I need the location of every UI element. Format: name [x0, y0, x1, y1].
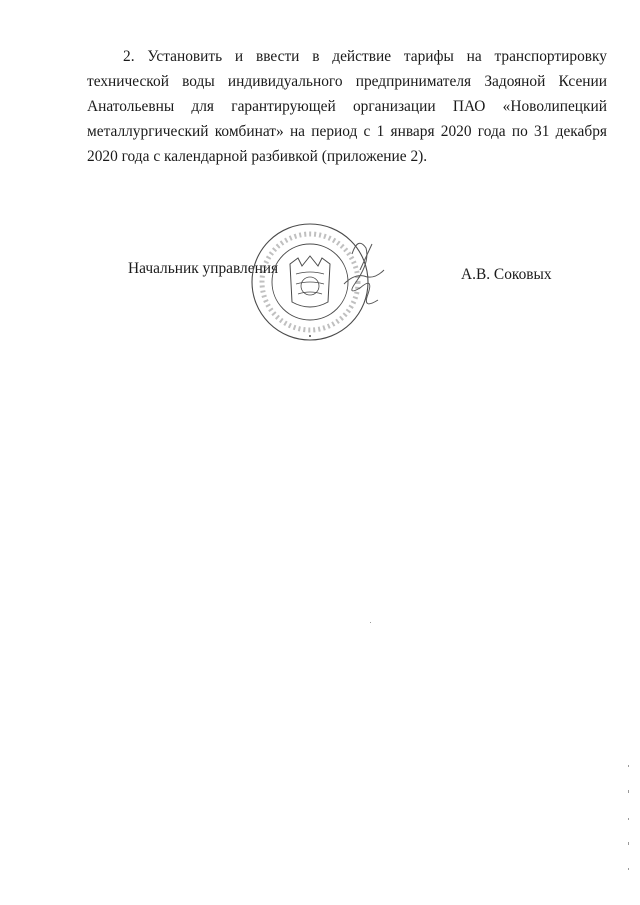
paragraph-line: 2. Установить и ввести в действие тарифы на транспортировку: [123, 48, 607, 65]
signer-title: Начальник управления: [128, 260, 279, 277]
paragraph-line: 2020 года с календарной разбивкой (приложение 2).: [87, 148, 428, 165]
scan-artifact: [628, 818, 629, 820]
scan-artifact: [628, 765, 629, 767]
order-paragraph: [87, 44, 607, 169]
signer-name: А.В. Соковых: [461, 266, 552, 283]
official-seal-stamp: [240, 214, 400, 354]
paragraph-line: Анатольевны для гарантирующей организации ПАО «Новолипецкий: [87, 98, 607, 115]
scan-artifact: [628, 842, 629, 845]
paragraph-line: металлургический комбинат» на период с 1 января 2020 года по 31 декабря: [87, 123, 607, 140]
scan-artifact: [628, 868, 629, 870]
paragraph-line: технической воды индивидуального предпринимателя Задояной Ксении: [87, 73, 607, 90]
scan-artifact: [370, 622, 371, 623]
scan-artifact: [628, 790, 629, 793]
seal-emblem: [290, 256, 330, 307]
